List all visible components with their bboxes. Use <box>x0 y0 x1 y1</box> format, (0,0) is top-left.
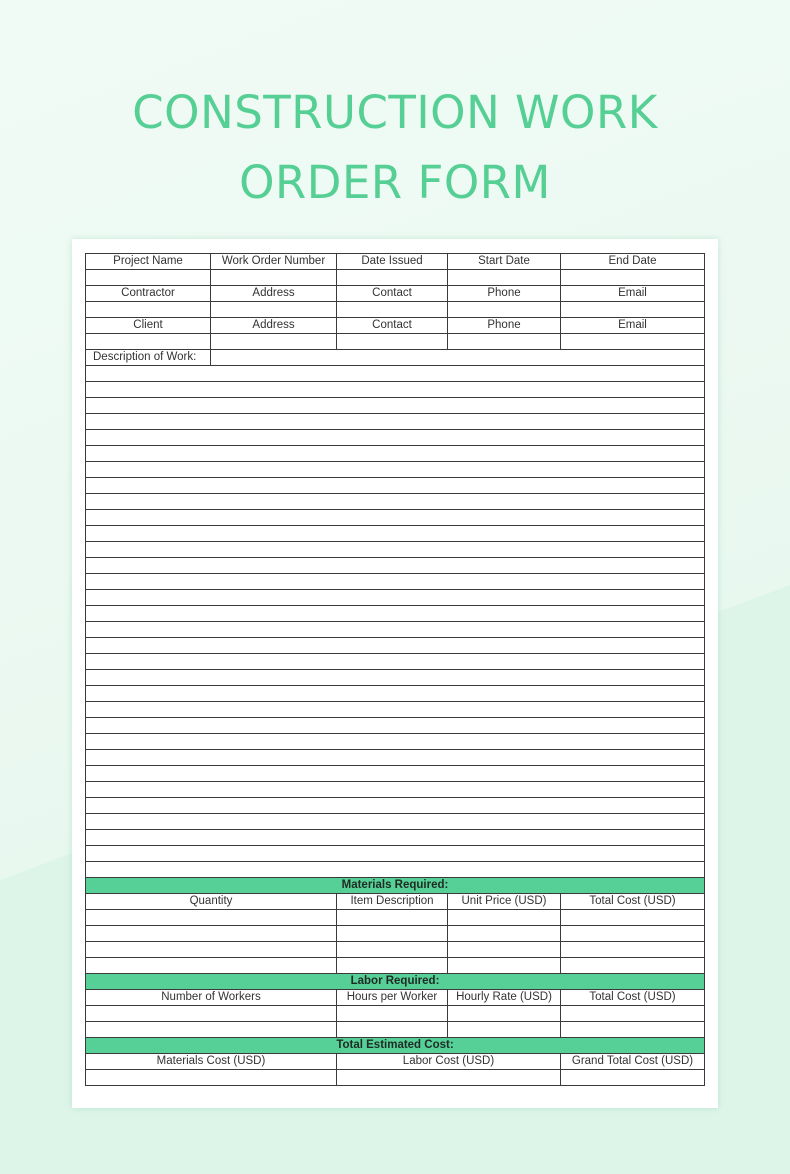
materials-row-cell[interactable] <box>86 910 337 926</box>
materials-row-cell[interactable] <box>561 958 705 974</box>
header-contractor-email: Email <box>561 286 705 302</box>
labor-row-cell[interactable] <box>337 1022 448 1038</box>
labor-section-title: Labor Required: <box>86 974 705 990</box>
description-line[interactable] <box>86 574 705 590</box>
end-date-cell[interactable] <box>561 270 705 286</box>
materials-section-header <box>86 878 705 894</box>
description-line[interactable] <box>86 494 705 510</box>
description-line[interactable] <box>86 862 705 878</box>
description-line-cell[interactable] <box>86 526 705 542</box>
header-materials-total-cost: Total Cost (USD) <box>561 894 705 910</box>
description-line-cell[interactable] <box>86 430 705 446</box>
materials-cost-cell[interactable] <box>86 1070 337 1086</box>
labor-row-cell[interactable] <box>337 1006 448 1022</box>
description-line[interactable] <box>86 398 705 414</box>
contractor-email-cell[interactable] <box>561 302 705 318</box>
materials-row-cell[interactable] <box>337 926 448 942</box>
labor-row-cell[interactable] <box>561 1022 705 1038</box>
client-phone-cell[interactable] <box>448 334 561 350</box>
header-work-order-number: Work Order Number <box>211 254 337 270</box>
description-line[interactable] <box>86 686 705 702</box>
description-line[interactable] <box>86 638 705 654</box>
header-hourly-rate: Hourly Rate (USD) <box>448 990 561 1006</box>
description-line-cell[interactable] <box>86 494 705 510</box>
grand-total-cost-cell[interactable] <box>561 1070 705 1086</box>
description-line-cell[interactable] <box>86 574 705 590</box>
header-labor-cost: Labor Cost (USD) <box>337 1054 561 1070</box>
labor-row-cell[interactable] <box>86 1006 337 1022</box>
start-date-cell[interactable] <box>448 270 561 286</box>
header-contractor-address: Address <box>211 286 337 302</box>
header-unit-price: Unit Price (USD) <box>448 894 561 910</box>
materials-row-cell[interactable] <box>561 910 705 926</box>
description-line-cell[interactable] <box>86 766 705 782</box>
description-line[interactable] <box>86 766 705 782</box>
labor-row-cell[interactable] <box>448 1006 561 1022</box>
labor-header-row <box>86 990 705 1006</box>
header-contractor-phone: Phone <box>448 286 561 302</box>
client-contact-cell[interactable] <box>337 334 448 350</box>
header-start-date: Start Date <box>448 254 561 270</box>
contractor-cell[interactable] <box>86 302 211 318</box>
description-line-cell[interactable] <box>86 798 705 814</box>
total-section-title: Total Estimated Cost: <box>86 1038 705 1054</box>
description-label: Description of Work: <box>86 350 211 366</box>
form-sheet <box>72 239 718 1108</box>
header-labor-total-cost: Total Cost (USD) <box>561 990 705 1006</box>
description-line-cell[interactable] <box>86 622 705 638</box>
contractor-input-row[interactable] <box>86 302 705 318</box>
labor-row-cell[interactable] <box>561 1006 705 1022</box>
contractor-phone-cell[interactable] <box>448 302 561 318</box>
date-issued-cell[interactable] <box>337 270 448 286</box>
materials-row-cell[interactable] <box>448 958 561 974</box>
contractor-contact-cell[interactable] <box>337 302 448 318</box>
header-contractor-contact: Contact <box>337 286 448 302</box>
description-line[interactable] <box>86 622 705 638</box>
description-line-cell[interactable] <box>86 398 705 414</box>
description-line-cell[interactable] <box>86 734 705 750</box>
description-line[interactable] <box>86 830 705 846</box>
description-line[interactable] <box>86 750 705 766</box>
description-line-cell[interactable] <box>86 718 705 734</box>
description-line[interactable] <box>86 382 705 398</box>
description-line-cell[interactable] <box>86 542 705 558</box>
materials-row-cell[interactable] <box>337 958 448 974</box>
materials-section-title: Materials Required: <box>86 878 705 894</box>
materials-row[interactable] <box>86 910 705 926</box>
client-cell[interactable] <box>86 334 211 350</box>
description-line-cell[interactable] <box>86 606 705 622</box>
description-line-cell[interactable] <box>86 510 705 526</box>
description-line[interactable] <box>86 366 705 382</box>
description-line[interactable] <box>86 734 705 750</box>
description-line-cell[interactable] <box>86 702 705 718</box>
title-line-1: CONSTRUCTION WORK <box>132 86 658 139</box>
project-name-cell[interactable] <box>86 270 211 286</box>
description-line[interactable] <box>86 798 705 814</box>
description-line[interactable] <box>86 590 705 606</box>
description-line[interactable] <box>86 606 705 622</box>
description-line-cell[interactable] <box>86 462 705 478</box>
description-line[interactable] <box>86 430 705 446</box>
description-line[interactable] <box>86 446 705 462</box>
description-line-cell[interactable] <box>86 446 705 462</box>
description-line[interactable] <box>86 702 705 718</box>
work-order-table <box>85 253 705 1086</box>
materials-row-cell[interactable] <box>86 926 337 942</box>
header-materials-cost: Materials Cost (USD) <box>86 1054 337 1070</box>
description-line[interactable] <box>86 814 705 830</box>
materials-row-cell[interactable] <box>86 958 337 974</box>
description-line[interactable] <box>86 414 705 430</box>
materials-row[interactable] <box>86 942 705 958</box>
description-line[interactable] <box>86 718 705 734</box>
total-input-row[interactable] <box>86 1070 705 1086</box>
description-line[interactable] <box>86 478 705 494</box>
project-input-row[interactable] <box>86 270 705 286</box>
description-line-cell[interactable] <box>86 382 705 398</box>
header-date-issued: Date Issued <box>337 254 448 270</box>
description-line-cell[interactable] <box>86 558 705 574</box>
description-line[interactable] <box>86 846 705 862</box>
description-line[interactable] <box>86 558 705 574</box>
description-line[interactable] <box>86 670 705 686</box>
description-line-cell[interactable] <box>86 638 705 654</box>
description-line-cell[interactable] <box>86 830 705 846</box>
contractor-header-row <box>86 286 705 302</box>
description-line[interactable] <box>86 654 705 670</box>
description-line-cell[interactable] <box>86 670 705 686</box>
client-email-cell[interactable] <box>561 334 705 350</box>
header-grand-total-cost: Grand Total Cost (USD) <box>561 1054 705 1070</box>
materials-row-cell[interactable] <box>448 926 561 942</box>
header-client: Client <box>86 318 211 334</box>
materials-row[interactable] <box>86 926 705 942</box>
description-line-cell[interactable] <box>86 686 705 702</box>
client-header-row <box>86 318 705 334</box>
description-line-cell[interactable] <box>86 846 705 862</box>
header-client-contact: Contact <box>337 318 448 334</box>
description-line-cell[interactable] <box>86 366 705 382</box>
header-project-name: Project Name <box>86 254 211 270</box>
materials-row-cell[interactable] <box>561 926 705 942</box>
description-input-cell[interactable] <box>211 350 705 366</box>
header-hours-per-worker: Hours per Worker <box>337 990 448 1006</box>
work-order-number-cell[interactable] <box>211 270 337 286</box>
project-header-row <box>86 254 705 270</box>
description-line[interactable] <box>86 542 705 558</box>
description-line-cell[interactable] <box>86 414 705 430</box>
materials-row-cell[interactable] <box>448 942 561 958</box>
description-line[interactable] <box>86 526 705 542</box>
header-end-date: End Date <box>561 254 705 270</box>
materials-row-cell[interactable] <box>337 942 448 958</box>
materials-row-cell[interactable] <box>561 942 705 958</box>
description-line-cell[interactable] <box>86 750 705 766</box>
labor-row[interactable] <box>86 1006 705 1022</box>
total-section-header <box>86 1038 705 1054</box>
header-item-description: Item Description <box>337 894 448 910</box>
labor-section-header <box>86 974 705 990</box>
header-client-email: Email <box>561 318 705 334</box>
description-line-cell[interactable] <box>86 862 705 878</box>
contractor-address-cell[interactable] <box>211 302 337 318</box>
description-line-cell[interactable] <box>86 478 705 494</box>
materials-row-cell[interactable] <box>86 942 337 958</box>
labor-row[interactable] <box>86 1022 705 1038</box>
labor-cost-cell[interactable] <box>337 1070 561 1086</box>
description-line[interactable] <box>86 782 705 798</box>
description-line-cell[interactable] <box>86 590 705 606</box>
header-contractor: Contractor <box>86 286 211 302</box>
title-line-2: ORDER FORM <box>239 156 551 209</box>
client-input-row[interactable] <box>86 334 705 350</box>
materials-row-cell[interactable] <box>337 910 448 926</box>
header-quantity: Quantity <box>86 894 337 910</box>
description-row[interactable] <box>86 350 705 366</box>
description-line[interactable] <box>86 510 705 526</box>
labor-row-cell[interactable] <box>86 1022 337 1038</box>
labor-row-cell[interactable] <box>448 1022 561 1038</box>
client-address-cell[interactable] <box>211 334 337 350</box>
description-line-cell[interactable] <box>86 654 705 670</box>
total-header-row <box>86 1054 705 1070</box>
page-title <box>0 78 790 218</box>
description-line-cell[interactable] <box>86 814 705 830</box>
header-client-phone: Phone <box>448 318 561 334</box>
header-client-address: Address <box>211 318 337 334</box>
description-line[interactable] <box>86 462 705 478</box>
header-number-of-workers: Number of Workers <box>86 990 337 1006</box>
materials-row-cell[interactable] <box>448 910 561 926</box>
materials-header-row <box>86 894 705 910</box>
materials-row[interactable] <box>86 958 705 974</box>
description-line-cell[interactable] <box>86 782 705 798</box>
